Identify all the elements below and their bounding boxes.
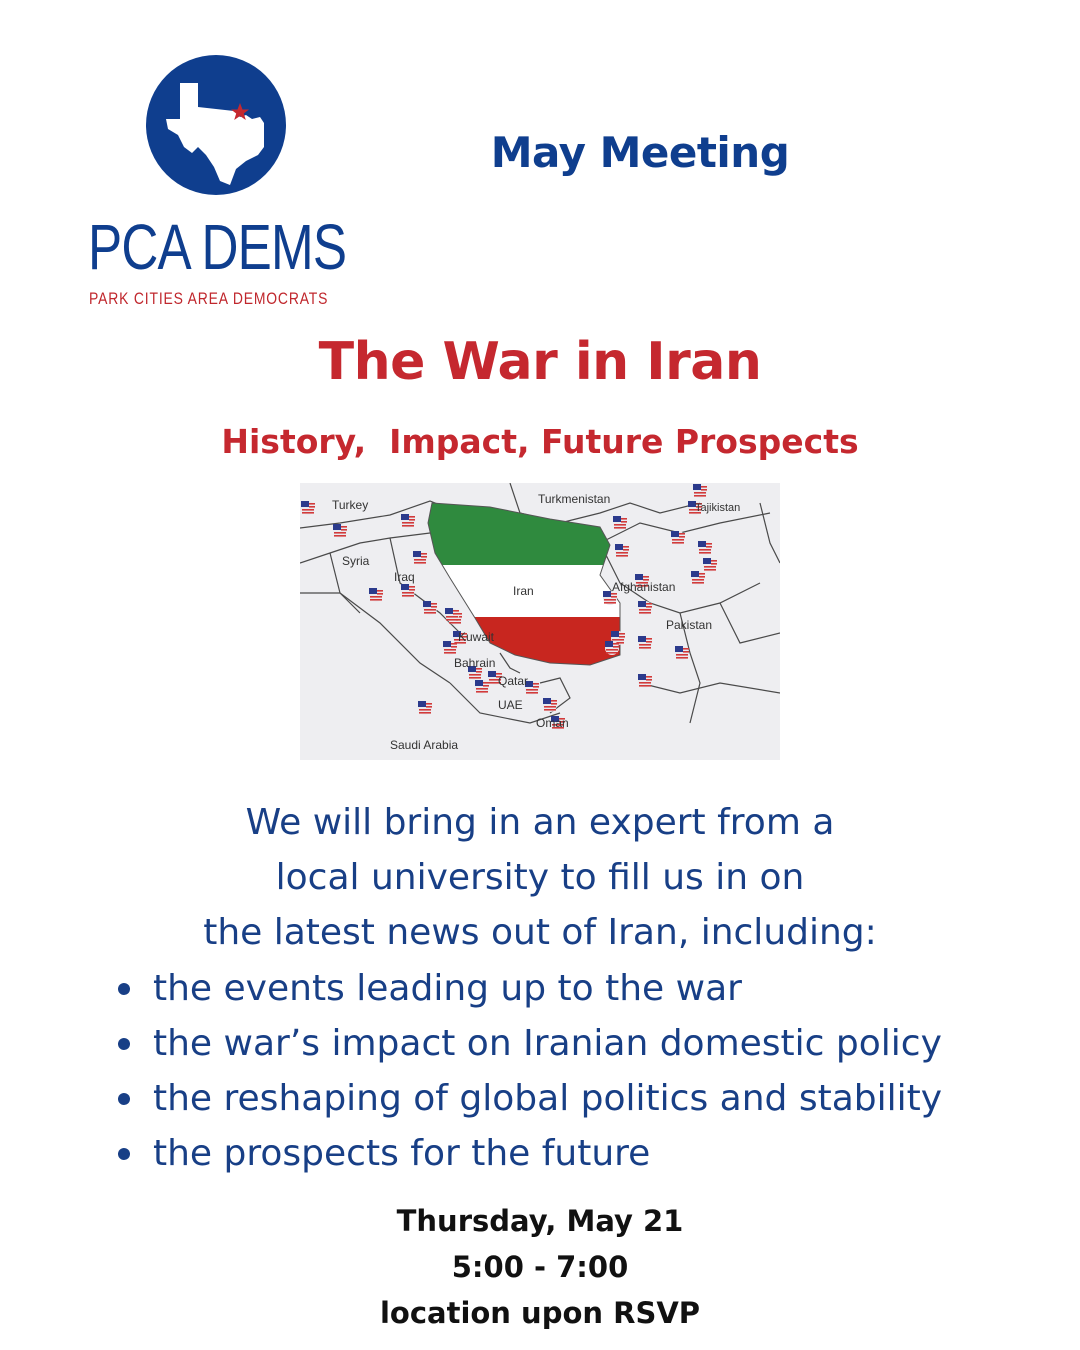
meeting-heading: May Meeting [490,128,790,177]
event-time: 5:00 - 7:00 [451,1250,629,1284]
page-subtitle: History, Impact, Future Prospects [221,422,859,461]
map-label: Turkey [332,498,369,512]
map-label: Turkmenistan [538,492,611,506]
map-label: Kuwait [458,630,495,644]
map-label: Bahrain [454,656,496,670]
page-title: The War in Iran [318,332,762,392]
intro-line: We will bring in an expert from a [245,802,835,843]
pca-dems-logo [88,52,358,312]
list-item: the events leading up to the war [116,961,1046,1016]
intro-text [0,795,1080,960]
event-details [0,1198,1080,1336]
map-label: Iran [513,584,534,598]
event-date: Thursday, May 21 [396,1204,684,1238]
map-label: Afghanistan [612,580,676,594]
map-label: Syria [342,554,370,568]
map-label: Oman [536,716,569,730]
event-location: location upon RSVP [379,1296,701,1330]
topic-list [116,961,1046,1181]
map-label: Iraq [394,570,415,584]
list-item: the reshaping of global politics and stability [116,1071,1046,1126]
middle-east-map-image [300,483,780,760]
map-label: Tajikistan [695,502,741,514]
map-label: Pakistan [666,618,713,632]
org-tagline: PARK CITIES AREA DEMOCRATS [89,289,329,308]
texas-star-icon [146,55,286,195]
map-label: Qatar [498,674,529,688]
map-label: Saudi Arabia [390,738,459,752]
org-name: PCA DEMS [88,211,347,283]
map-label: UAE [498,698,523,712]
intro-line: the latest news out of Iran, including: [203,912,877,953]
intro-line: local university to fill us in on [275,857,805,898]
list-item: the war’s impact on Iranian domestic policy [116,1016,1046,1071]
list-item: the prospects for the future [116,1126,1046,1181]
